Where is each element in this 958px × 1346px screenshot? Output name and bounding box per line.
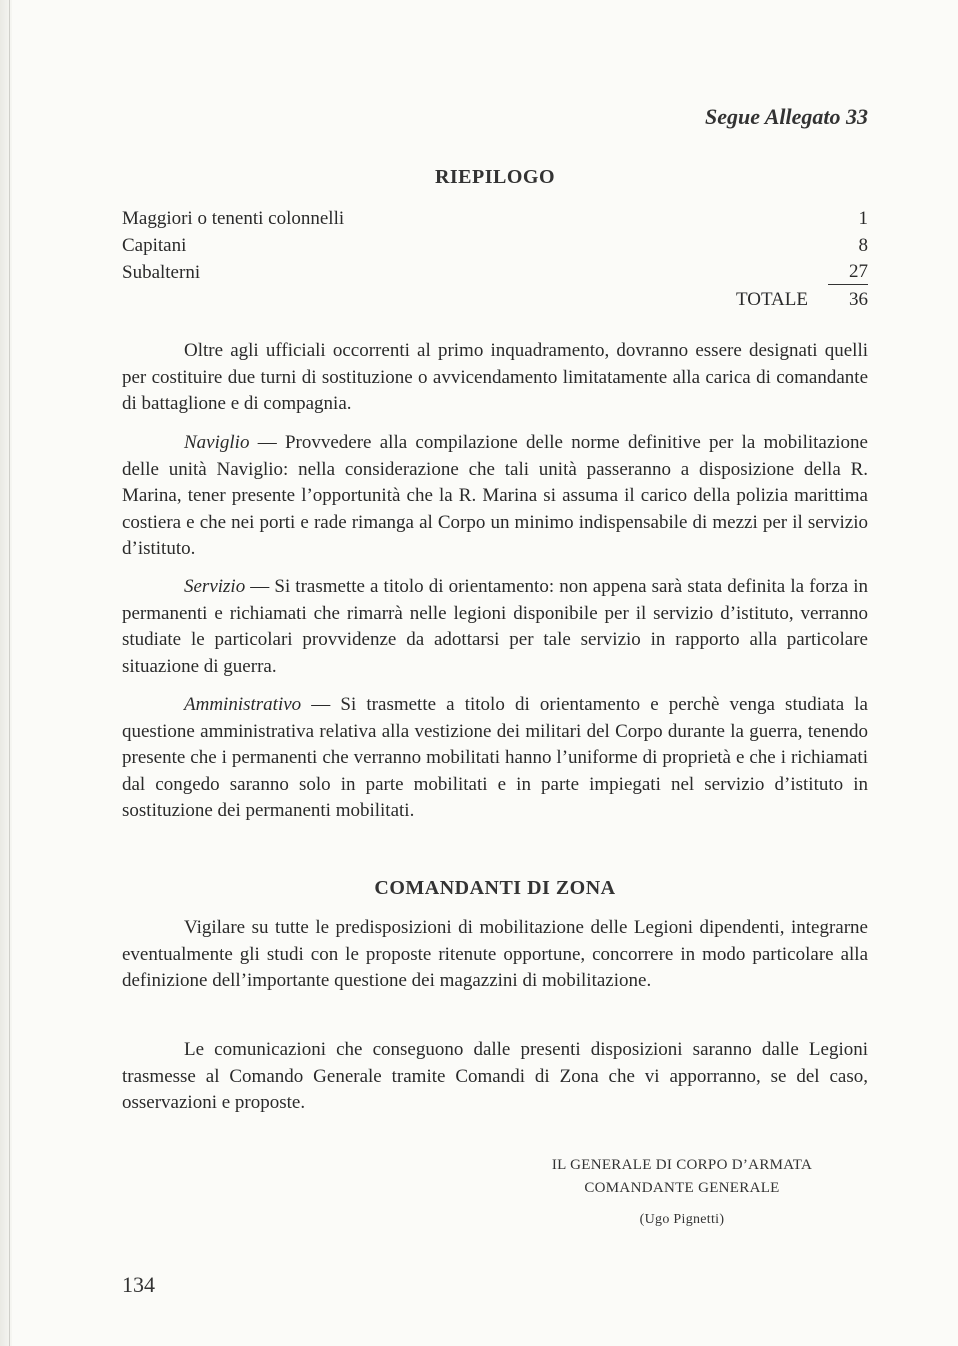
signature-name: (Ugo Pignetti) [639, 1212, 725, 1227]
servizio-paragraph [122, 574, 868, 680]
page-binding-edge [0, 0, 12, 1346]
intro-paragraph: Oltre agli ufficiali occorrenti al primo inquadramento, dovranno essere designati quelli per costituire due turni di sostituzione o avvicendamento limitatamente alla carica di comandante di battaglione e di compagnia. [122, 340, 868, 414]
comandanti-paragraph-1: Vigilare su tutte le predisposizioni di mobilitazione delle Legioni dipendenti, integrarne eventualmente gli studi con le proposte ritenute opportune, concorrere in modo particolare alla definizione dell’importante questione dei magazzini di mobilitazione. [122, 917, 868, 991]
row-label: Maggiori o tenenti colonnelli [122, 208, 345, 229]
riepilogo-table [122, 205, 868, 313]
riepilogo-total-row [122, 286, 868, 313]
amministrativo-text: — Si trasmette a titolo di orientamento e perchè venga studiata la questione amministrativa relativa alla vestizione dei militari del Corpo durante la guerra, tenendo presente che i permanenti che verranno mobilitati hanno l’uniforme di proprietà e che i richiamati dal congedo saranno solo in parte mobilitati e in parte impiegati nel servizio d’istituto in sostituzione dei permanenti mobilitati. [122, 694, 868, 821]
row-label: Subalterni [122, 262, 201, 283]
riepilogo-row [122, 232, 868, 259]
signature-title: IL GENERALE DI CORPO D’ARMATA [551, 1157, 813, 1173]
running-header: Segue Allegato 33 [705, 104, 868, 129]
riepilogo-title: RIEPILOGO [434, 166, 556, 188]
row-value: 8 [858, 235, 868, 256]
signature-role: COMANDANTE GENERALE [584, 1180, 780, 1196]
total-value: 36 [849, 289, 868, 310]
naviglio-term: Naviglio [184, 432, 250, 453]
row-value: 27 [828, 259, 868, 285]
servizio-text: — Si trasmette a titolo di orientamento: non appena sarà stata definita la forza in permanenti e richiamati che rimarrà nelle legioni disponibile per il servizio d’istituto, verranno studiate le particolari provvidenze da adottarsi per tale servizio in rapporto alla particolare situazione di guerra. [122, 576, 868, 677]
row-label: Capitani [122, 235, 187, 256]
amministrativo-term: Amministrativo [184, 694, 302, 715]
riepilogo-row [122, 259, 868, 286]
comandanti-title: COMANDANTI DI ZONA [374, 877, 616, 899]
naviglio-paragraph [122, 430, 868, 563]
page-number: 134 [122, 1272, 155, 1297]
document-page [122, 0, 868, 1346]
amministrativo-paragraph [122, 692, 868, 825]
row-value: 1 [858, 208, 868, 229]
servizio-term: Servizio [184, 576, 246, 597]
riepilogo-row [122, 205, 868, 232]
comandanti-paragraph-2: Le comunicazioni che conseguono dalle presenti disposizioni saranno dalle Legioni trasmesse al Comando Generale tramite Comandi di Zona che vi apporranno, se del caso, osservazioni e proposte. [122, 1039, 868, 1113]
naviglio-text: — Provvedere alla compilazione delle norme definitive per la mobilitazione delle unità Naviglio: nella considerazione che tali unità passeranno a disposizione della R. Marina, tener presente l’opportunità che la R. Marina si assuma il carico della polizia marittima costiera e che nei porti e rade rimanga al Corpo un minimo indispensabile di mezzi per il servizio d’istituto. [122, 432, 868, 559]
page-binding-line [9, 0, 10, 1346]
total-label: TOTALE [735, 289, 808, 310]
